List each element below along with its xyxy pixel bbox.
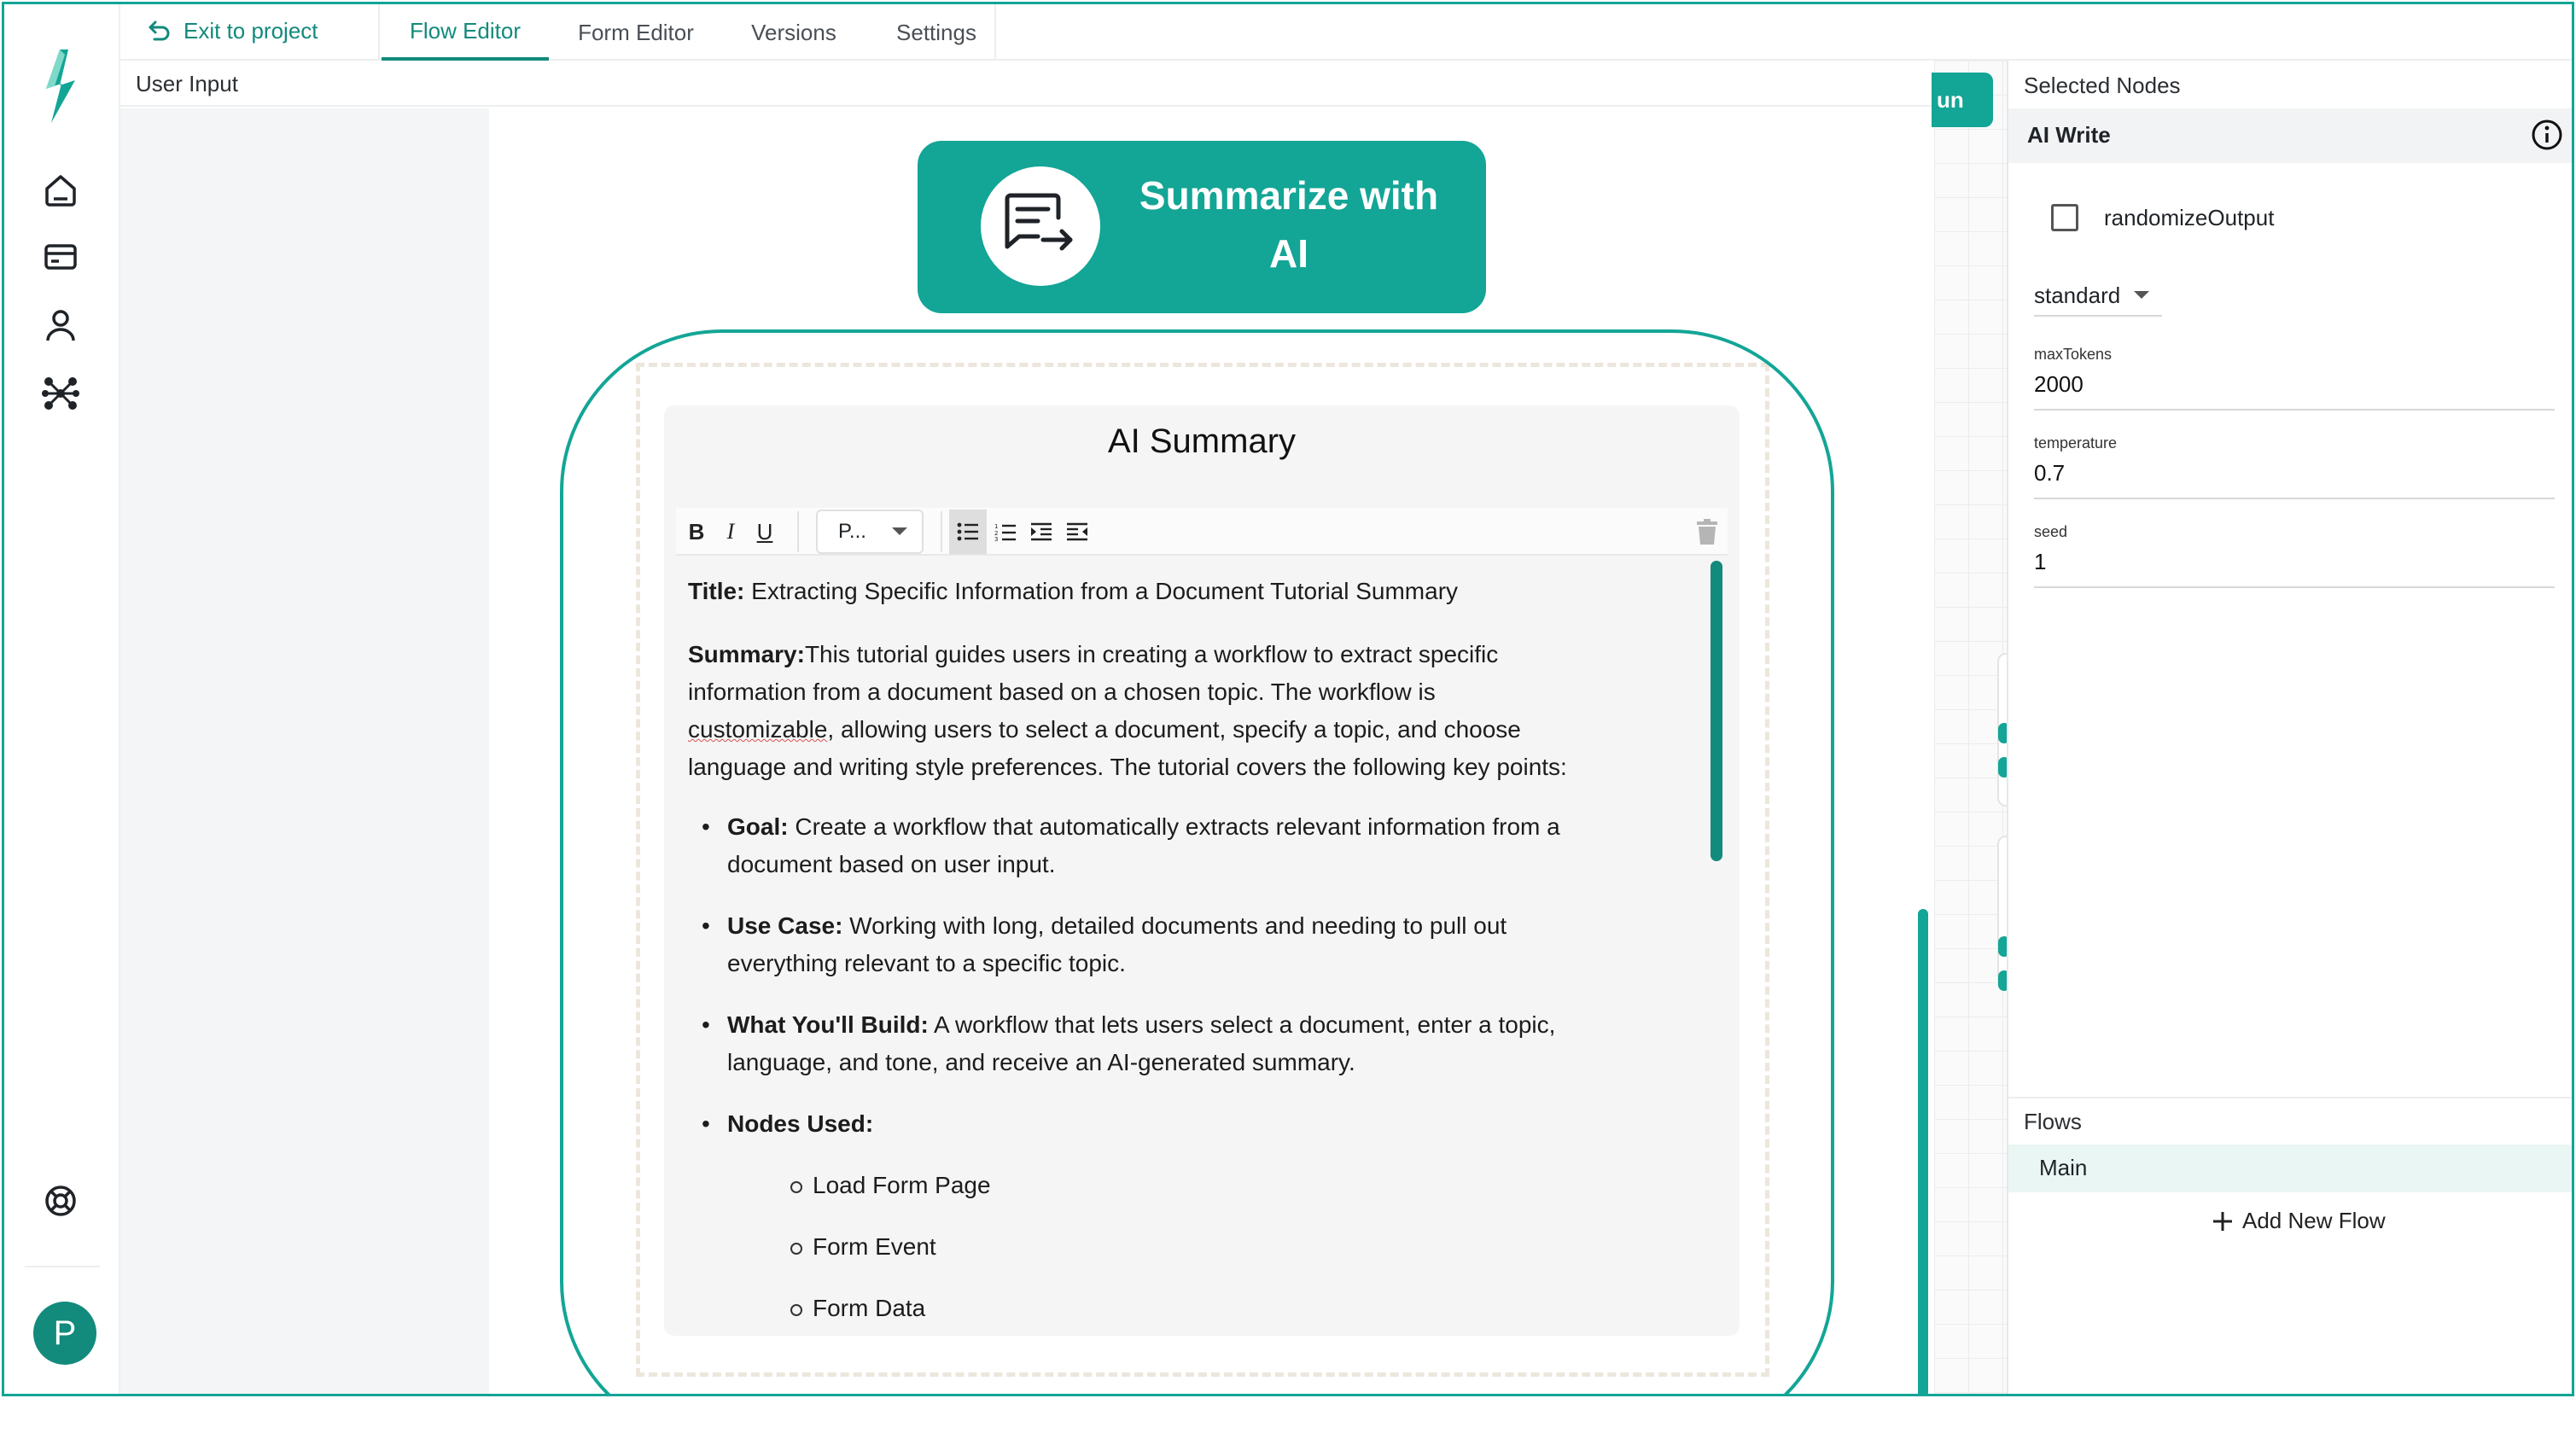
nav-divider [378, 4, 380, 61]
highlight-ring [560, 329, 1834, 1396]
summarize-with-ai-button[interactable] [918, 141, 1486, 313]
canvas-scrollbar[interactable] [1918, 909, 1928, 1396]
card-icon[interactable] [33, 230, 88, 284]
bullet-text: language, and tone, and receive an AI-generated summary. [727, 1049, 1355, 1075]
run-label: un [1937, 86, 1964, 113]
flow-item-label: Main [2039, 1155, 2088, 1180]
tab-form-editor[interactable]: Form Editor [578, 19, 694, 45]
run-button[interactable] [1932, 73, 1993, 127]
field-value[interactable]: 0.7 [2034, 460, 2066, 486]
user-input-header [120, 62, 1934, 107]
field-label: seed [2034, 523, 2068, 540]
summarize-button-label [1114, 166, 1464, 283]
title-text: Extracting Specific Information from a Document Tutorial Summary [744, 578, 1459, 604]
randomize-output-checkbox[interactable] [2051, 204, 2078, 231]
flow-canvas[interactable] [1934, 61, 2007, 1396]
chevron-down-icon [2134, 291, 2149, 300]
bullet-label: Nodes Used: [727, 1110, 874, 1137]
bullet-text: everything relevant to a specific topic. [727, 950, 1126, 976]
sub-list-item: Form Event [813, 1228, 936, 1266]
randomize-output-row[interactable] [2051, 204, 2274, 231]
bullet-text: A workflow that lets users select a document, enter a topic, [928, 1011, 1556, 1038]
section-title: User Input [136, 71, 238, 96]
undo-arrow-icon [148, 19, 172, 43]
properties-panel [2007, 61, 2574, 1396]
node-name: AI Write [2027, 122, 2111, 148]
bullet-text: Create a workflow that automatically extracts relevant information from a [788, 813, 1560, 840]
form-sidebar [120, 108, 489, 1396]
left-rail [4, 4, 120, 1394]
paragraph-style-value: P... [838, 520, 866, 543]
home-icon[interactable] [33, 163, 88, 218]
panel-divider [2008, 1097, 2574, 1098]
app-window [2, 2, 2574, 1396]
add-new-flow-label: Add New Flow [2242, 1208, 2386, 1233]
bullet-label: Goal: [727, 813, 789, 840]
svg-text:3: 3 [994, 536, 999, 541]
summarize-label-line: AI [1269, 231, 1308, 276]
avatar[interactable] [33, 1302, 96, 1365]
sub-list-item: Form Data [813, 1290, 925, 1325]
sub-list-item: Load Form Page [813, 1167, 991, 1204]
svg-text:2: 2 [994, 530, 999, 537]
exit-to-project-link[interactable] [148, 11, 318, 50]
bullet-text: Working with long, detailed documents and needing to pull out [842, 912, 1507, 939]
plus-icon [2212, 1210, 2234, 1232]
temperature-field[interactable] [2034, 433, 2555, 499]
svg-text:1: 1 [994, 523, 999, 530]
summarize-icon-badge [981, 166, 1100, 286]
info-icon[interactable] [2531, 119, 2563, 151]
summary-line: , allowing users to select a document, specify a topic, and choose [827, 716, 1521, 743]
underline-button[interactable]: U [756, 518, 773, 545]
italic-button[interactable]: I [726, 519, 735, 544]
model-select-value: standard [2034, 282, 2121, 308]
tab-settings[interactable]: Settings [896, 19, 976, 45]
bullet-label: Use Case: [727, 912, 843, 939]
field-value[interactable]: 1 [2034, 549, 2047, 574]
top-nav [120, 4, 2574, 61]
seed-field[interactable] [2034, 521, 2555, 588]
summary-line: language and writing style preferences. The tutorial covers the following key points: [688, 754, 1567, 780]
summary-prefix: Summary: [688, 641, 805, 667]
field-value[interactable]: 2000 [2034, 371, 2084, 397]
bullet-label: What You'll Build: [727, 1011, 929, 1038]
network-icon[interactable] [33, 366, 88, 421]
nav-divider [994, 4, 996, 61]
summary-line: information from a document based on a chosen topic. The workflow is [688, 679, 1436, 705]
selected-nodes-title: Selected Nodes [2024, 73, 2181, 98]
user-icon[interactable] [33, 298, 88, 352]
summary-line: This tutorial guides users in creating a workflow to extract specific [804, 641, 1499, 667]
tab-versions[interactable]: Versions [751, 19, 836, 45]
avatar-letter: P [53, 1314, 77, 1352]
flows-title: Flows [2024, 1109, 2082, 1134]
tab-flow-editor[interactable]: Flow Editor [382, 4, 549, 61]
help-icon[interactable] [33, 1174, 88, 1228]
max-tokens-field[interactable] [2034, 344, 2555, 411]
logo-icon[interactable] [33, 47, 88, 125]
card-title: AI Summary [1107, 422, 1297, 460]
randomize-output-label: randomizeOutput [2104, 204, 2275, 230]
rail-divider [25, 1266, 100, 1267]
bold-button[interactable]: B [688, 518, 705, 545]
add-new-flow-button[interactable] [2212, 1208, 2386, 1234]
field-label: maxTokens [2034, 346, 2113, 363]
model-select[interactable] [2034, 276, 2162, 317]
field-label: temperature [2034, 434, 2118, 452]
node-header [2008, 108, 2574, 163]
summary-misspelled-word: customizable [688, 716, 828, 743]
bullet-text: document based on user input. [727, 851, 1056, 877]
flow-item-main[interactable] [2008, 1145, 2574, 1192]
chat-summary-icon [1004, 192, 1077, 260]
summarize-label-line: Summarize with [1139, 173, 1439, 218]
exit-label: Exit to project [184, 17, 318, 44]
title-prefix: Title: [688, 578, 745, 604]
